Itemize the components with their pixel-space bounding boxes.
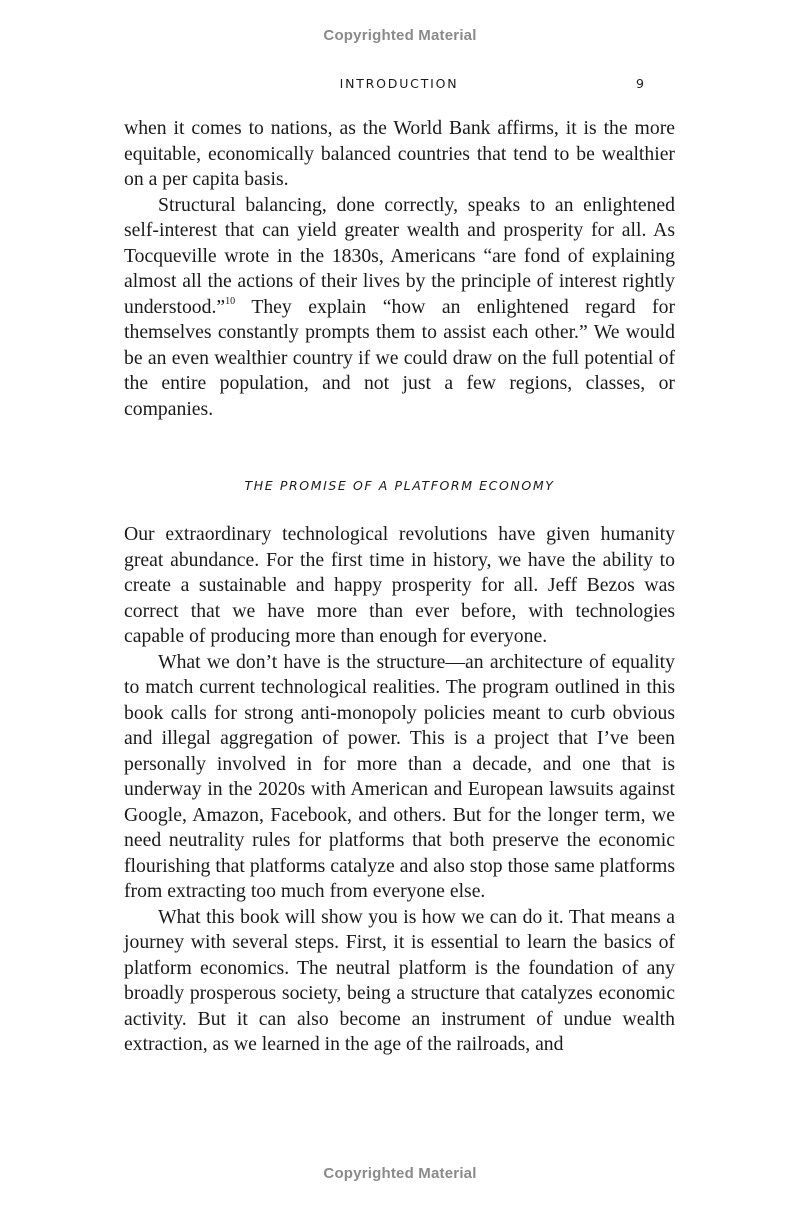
footnote-reference[interactable]: 10 xyxy=(225,295,236,307)
paragraph-2-text-a: Structural balancing, done correctly, speaks to an enlightened self-interest that can yield greater wealth and prosperity for all. As Tocqueville wrote in the 1830s, Americans “are fond of explaining almost all the actions of their lives by the principle of interest rightly understood.” xyxy=(124,193,675,318)
copyright-watermark-bottom: Copyrighted Material xyxy=(323,1165,477,1182)
paragraph-2 xyxy=(124,193,675,423)
paragraph-3: Our extraordinary technological revolutions have given humanity great abundance. For the first time in history, we have the ability to create a sustainable and happy prosperity for all. Jeff Bezos was correct that we have more than ever before, with technologies capable of producing more than enough for everyone. xyxy=(124,523,675,647)
section-heading: THE PROMISE OF A PLATFORM ECONOMY xyxy=(244,478,555,493)
running-header xyxy=(124,76,674,94)
chapter-title: INTRODUCTION xyxy=(339,76,459,91)
paragraph-5: What this book will show you is how we can do it. That means a journey with several steps. First, it is essential to learn the basics of platform economics. The neutral platform is the foundation of any broadly prosperous society, being a structure that catalyzes economic activity. But it can also become an instrument of undue wealth extraction, as we learned in the age of the railroads, and xyxy=(124,905,675,1055)
paragraph-1: when it comes to nations, as the World Bank affirms, it is the more equitable, economically balanced countries that tend to be wealthier on a per capita basis. xyxy=(124,117,675,190)
page-number: 9 xyxy=(636,76,644,91)
text-block-before-heading xyxy=(124,116,675,422)
paragraph-2-text-b: They explain “how an enlightened regard for themselves constantly prompts them to assist each other.” We would be an even wealthier country if we could draw on the full potential of the entire population, and not just a few regions, classes, or companies. xyxy=(124,295,675,420)
paragraph-4: What we don’t have is the structure—an architecture of equality to match current technological realities. The program outlined in this book calls for strong anti-monopoly policies meant to curb obvious and illegal aggregation of power. This is a project that I’ve been personally involved in for more than a decade, and one that is underway in the 2020s with American and European lawsuits against Google, Amazon, Facebook, and others. But for the longer term, we need neutrality rules for platforms that both preserve the economic flourishing that platforms catalyze and also stop those same platforms from extracting too much from everyone else. xyxy=(124,650,675,902)
copyright-watermark-top: Copyrighted Material xyxy=(323,27,477,44)
text-block-after-heading xyxy=(124,522,675,1058)
